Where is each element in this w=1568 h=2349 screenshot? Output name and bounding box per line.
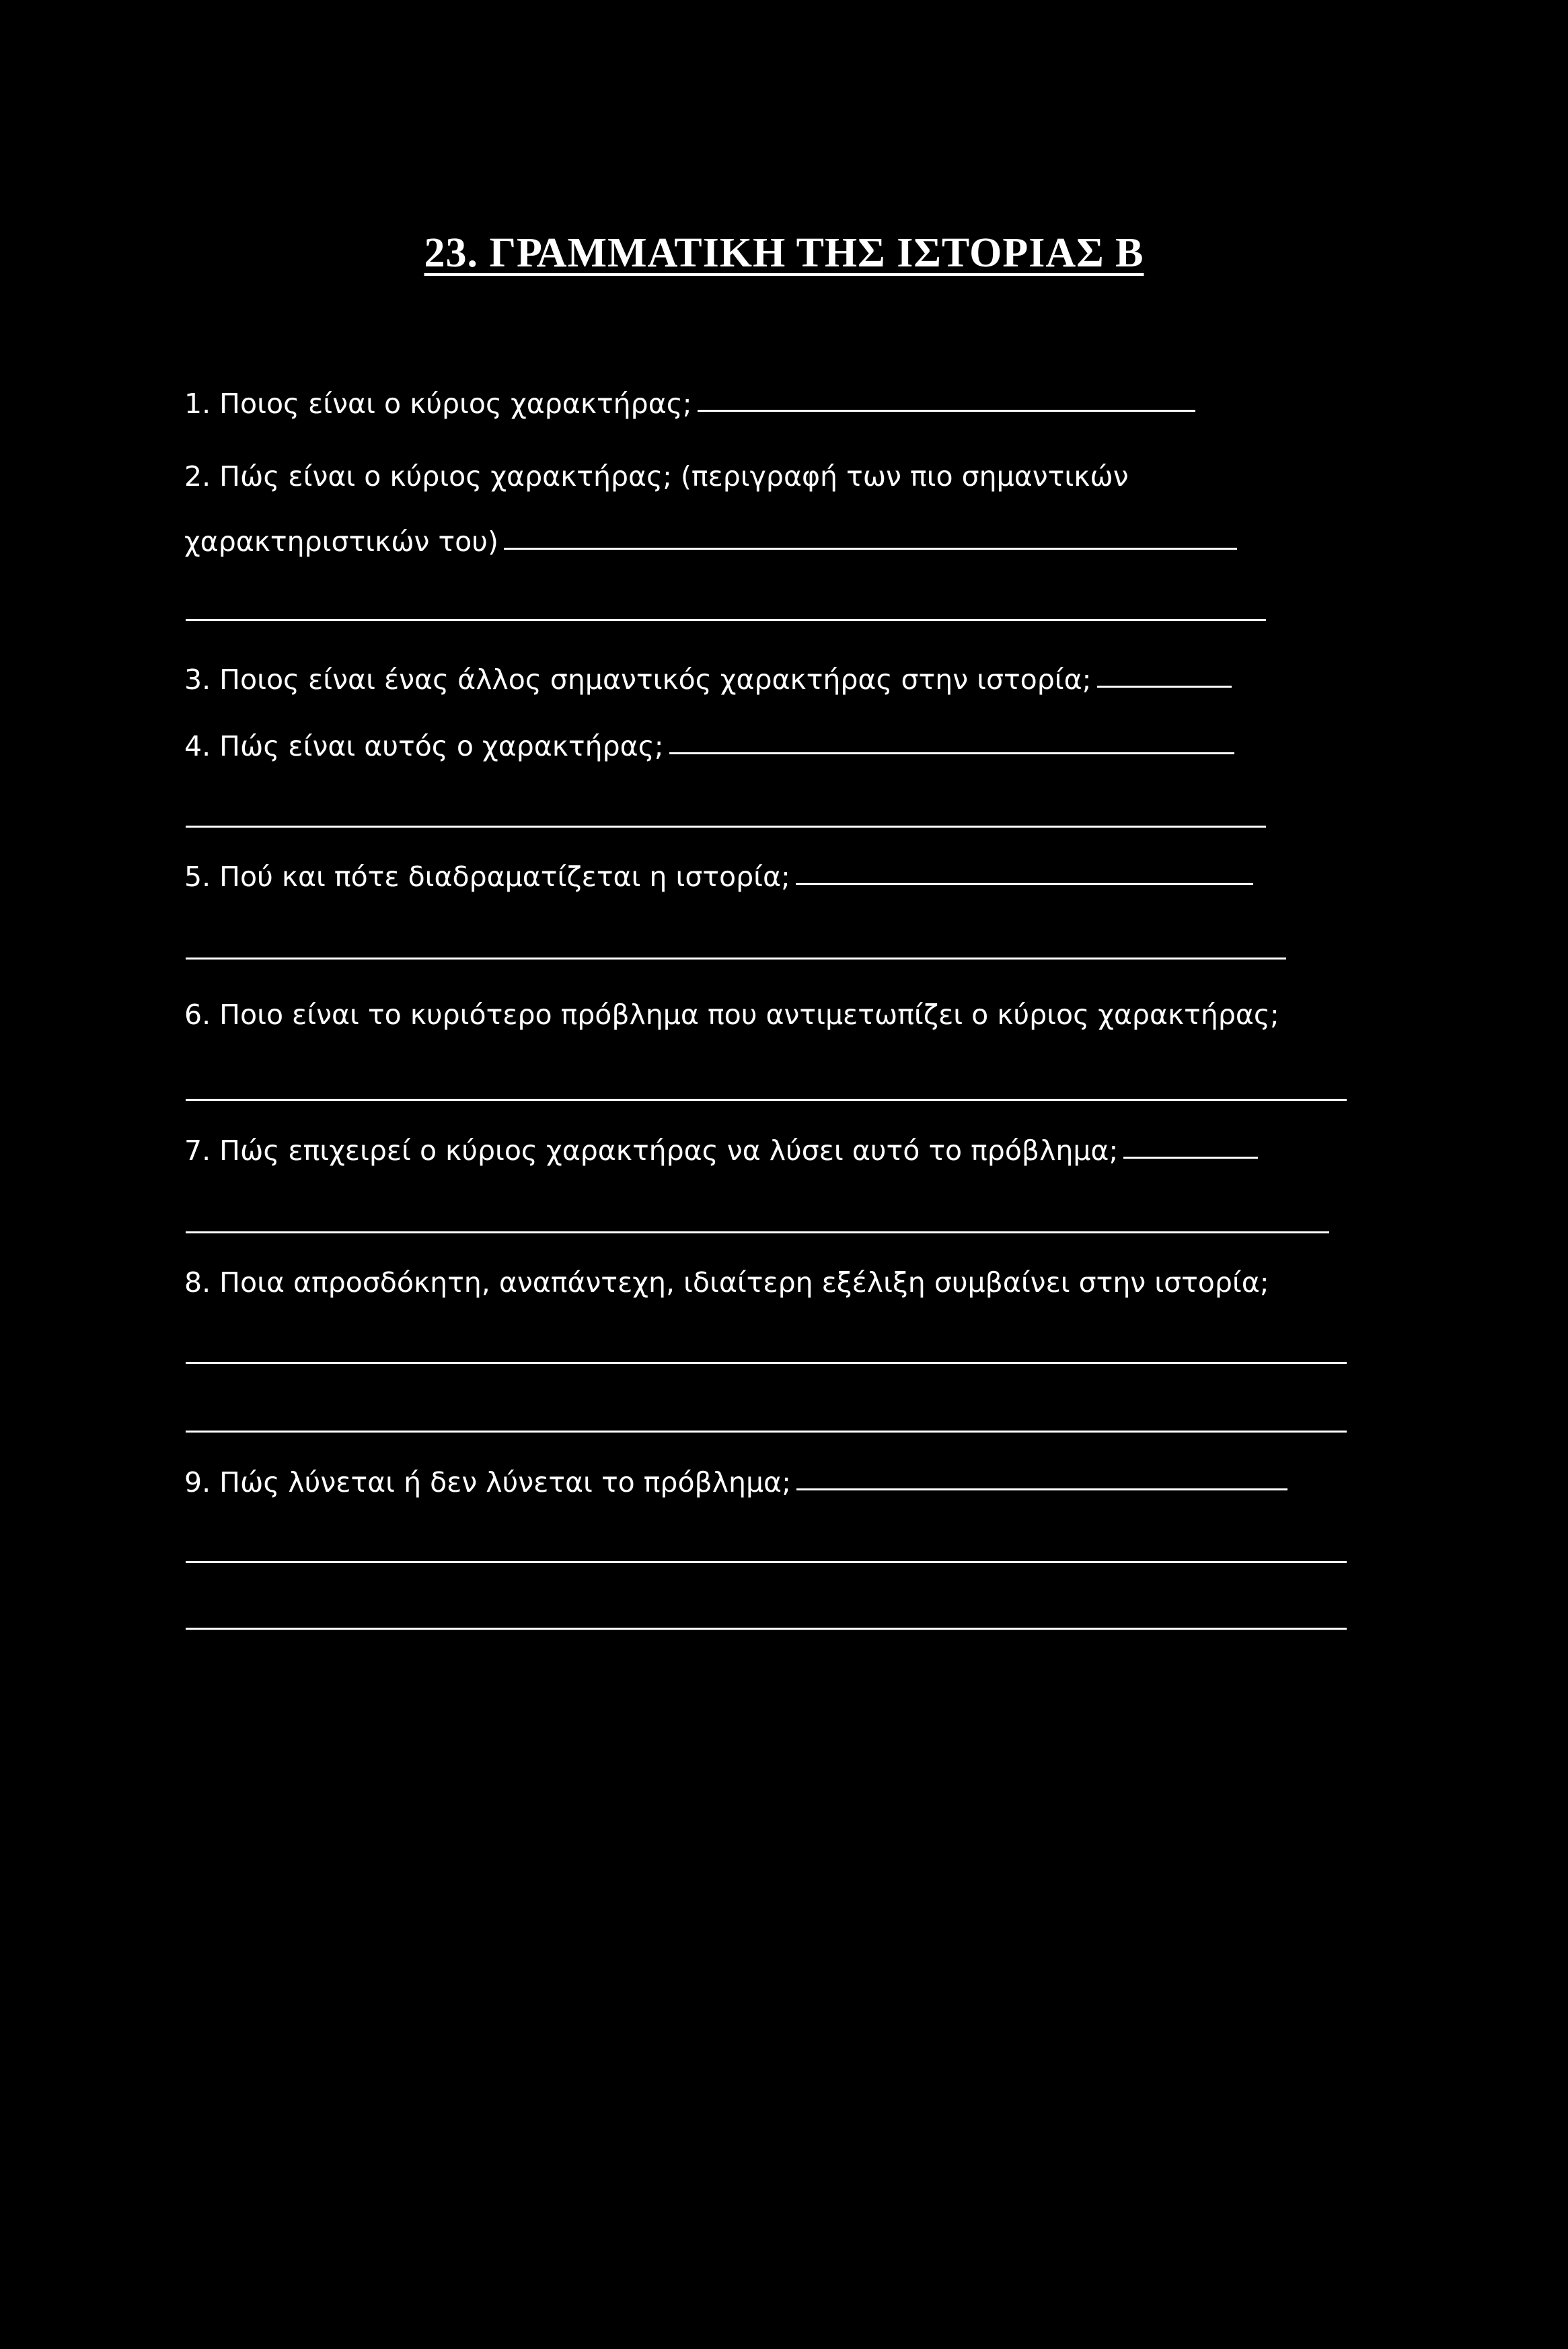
question-8-text: 8. Ποια απροσδόκητη, αναπάντεχη, ιδιαίτερη εξέλιξη συμβαίνει στην ιστορία; (184, 1266, 1269, 1299)
question-9 (184, 1466, 1287, 1498)
question-5-text: 5. Πού και πότε διαδραματίζεται η ιστορία; (184, 861, 790, 893)
answer-line-5b[interactable] (186, 957, 1286, 960)
answer-line-7b[interactable] (186, 1231, 1329, 1233)
answer-line-8b[interactable] (186, 1431, 1347, 1433)
question-6 (184, 1001, 1279, 1029)
question-2 (184, 460, 1129, 493)
answer-line-9c[interactable] (186, 1628, 1347, 1630)
answer-line-6[interactable] (186, 1099, 1347, 1101)
question-4-text: 4. Πώς είναι αυτός ο χαρακτήρας; (184, 730, 664, 762)
answer-line-1[interactable] (698, 410, 1195, 412)
question-2-continued (184, 528, 1237, 556)
question-5 (184, 863, 1253, 891)
answer-line-9a[interactable] (796, 1488, 1287, 1490)
question-2-text: 2. Πώς είναι ο κύριος χαρακτήρας; (περιγραφή των πιο σημαντικών (184, 460, 1129, 493)
answer-line-9b[interactable] (186, 1561, 1347, 1563)
answer-line-5a[interactable] (796, 883, 1253, 885)
answer-line-8a[interactable] (186, 1362, 1347, 1364)
question-2-continued-text: χαρακτηριστικών του) (184, 526, 498, 558)
question-1 (184, 390, 1195, 418)
question-9-text: 9. Πώς λύνεται ή δεν λύνεται το πρόβλημα; (184, 1466, 791, 1498)
answer-line-2b[interactable] (186, 619, 1266, 621)
question-7 (184, 1134, 1258, 1167)
worksheet-title: 23. ΓΡΑΜΜΑΤΙΚΗ ΤΗΣ ΙΣΤΟΡΙΑΣ Β (424, 230, 1144, 276)
question-4 (184, 730, 1234, 762)
question-7-text: 7. Πώς επιχειρεί ο κύριος χαρακτήρας να λύσει αυτό το πρόβλημα; (184, 1134, 1119, 1167)
answer-line-4a[interactable] (669, 752, 1234, 754)
question-8 (184, 1266, 1269, 1299)
question-1-text: 1. Ποιος είναι ο κύριος χαρακτήρας; (184, 388, 692, 420)
answer-line-4b[interactable] (186, 826, 1266, 828)
question-6-text: 6. Ποιο είναι το κυριότερο πρόβλημα που αντιμετωπίζει ο κύριος χαρακτήρας; (184, 999, 1279, 1031)
question-3-text: 3. Ποιος είναι ένας άλλος σημαντικός χαρακτήρας στην ιστορία; (184, 663, 1092, 696)
question-3 (184, 663, 1232, 696)
answer-line-2a[interactable] (504, 548, 1237, 550)
answer-line-7a[interactable] (1123, 1157, 1258, 1159)
answer-line-3[interactable] (1097, 686, 1232, 688)
